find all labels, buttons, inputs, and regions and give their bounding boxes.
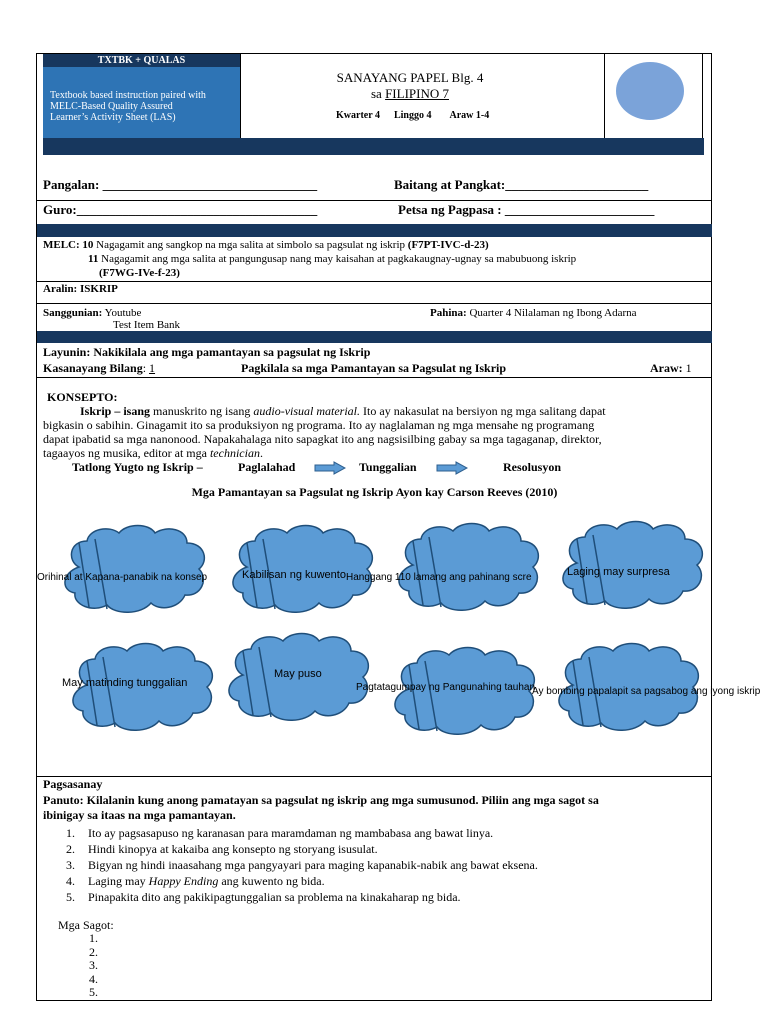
list-item: 4. Laging may Happy Ending ang kuwento ng bida. — [66, 874, 325, 888]
logo-circle — [616, 62, 684, 120]
kasanayan-title: Pagkilala sa mga Pamantayan sa Pagsulat ng Iskrip — [241, 361, 507, 375]
sagot-label: Mga Sagot: — [58, 918, 114, 932]
konsepto-paragraph: Iskrip – isang manuskrito ng isang audio-visual material. Ito ay nakasulat na bersiyon ng mga salitang dapat bigkasin o sabihin. Ginagamit ito sa produksiyon ng programa. Ito ay naglalaman ng mga mensahe ng programang dapat ipabatid sa mga nanonood. Napakahalaga nito sapagkat ito ang nagsisilbing gabay sa mga tagaganap, direktor, tagaayos ng musika, editor at mga technician. — [43, 404, 606, 460]
panuto-line-2: ibinigay sa itaas na mga pamantayan. — [43, 808, 236, 822]
right-arrow-icon — [314, 461, 346, 475]
yugto-3: Resolusyon — [503, 460, 562, 474]
list-item: 2. Hindi kinopya at kakaiba ang konsepto ng storyang isusulat. — [66, 842, 378, 856]
pangalan-field[interactable]: Pangalan: _________________________________ — [43, 177, 318, 192]
pagsasanay-heading: Pagsasanay — [43, 777, 103, 791]
yugto-2: Tunggalian — [359, 460, 417, 474]
pamantayan-title: Mga Pamantayan sa Pagsulat ng Iskrip Ayon kay Carson Reeves (2010) — [191, 485, 558, 499]
cloud-shape — [65, 526, 204, 613]
answer-slot[interactable]: 5. — [89, 985, 98, 999]
cloud-label: May puso — [274, 668, 322, 680]
header-bar — [43, 138, 704, 155]
answer-slot[interactable]: 3. — [89, 958, 98, 972]
header-meta: Kwarter 4 Linggo 4 Araw 1-4 — [336, 110, 490, 121]
list-item: 5. Pinapakita dito ang pakikipagtunggalian sa problema na kinakaharap ng bida. — [66, 890, 461, 904]
cloud-label: Pagtatagumpay ng Pangunahing tauhan — [356, 682, 536, 693]
info-bar — [37, 224, 712, 237]
melc-line-1: MELC: 10 Nagagamit ang sangkop na mga salita at simbolo sa pagsulat ng iskrip (F7PT-IVC-d-23) — [43, 239, 489, 251]
list-item: 1. Ito ay pagsasapuso ng karanasan para maramdaman ng mambabasa ang bawat linya. — [66, 826, 494, 840]
sanggunian: Sanggunian: Youtube — [43, 307, 142, 319]
cloud-label: Hanggang 110 lamang ang pahinang scre — [346, 572, 532, 583]
petsa-field[interactable]: Petsa ng Pagpasa : _______________________ — [398, 202, 655, 217]
baitang-field[interactable]: Baitang at Pangkat:______________________ — [394, 177, 649, 192]
sanggunian-bar — [37, 331, 712, 343]
cloud-label: May matinding tunggalian — [62, 677, 188, 689]
page-title: SANAYANG PAPEL Blg. 4 — [336, 70, 484, 85]
cloud-label: Laging may surpresa — [567, 566, 670, 578]
cloud-label: Orihinal at Kapana-panabik na konsep — [37, 572, 208, 583]
list-item: 3. Bigyan ng hindi inaasahang mga pangyayari para maging kapanabik-nabik ang bawat eksena. — [66, 858, 538, 872]
aralin: Aralin: ISKRIP — [43, 283, 118, 295]
melc-line-2: 11 Nagagamit ang mga salita at pangungusap nang may kaisahan at pagkakaugnay-ugnay sa mabubuong iskrip — [88, 253, 577, 265]
right-arrow-icon — [436, 461, 468, 475]
cloud-label: Kabilisan ng kuwento — [242, 569, 346, 581]
cloud-shape — [563, 522, 702, 609]
sanggunian-2: Test Item Bank — [113, 319, 181, 331]
brand-description: Textbook based instruction paired with MELC-Based Quality Assured Learner’s Activity Sheet (LAS) — [50, 90, 206, 123]
pahina: Pahina: Quarter 4 Nilalaman ng Ibong Adarna — [430, 307, 637, 319]
kasanayan: Kasanayang Bilang: 1 — [43, 361, 156, 375]
panuto-line-1: Panuto: Kilalanin kung anong pamatayan sa pagsulat ng iskrip ang mga sumusunod. Piliin ang mga sagot sa — [43, 793, 599, 807]
page-subtitle: sa FILIPINO 7 — [370, 86, 449, 101]
answer-slot[interactable]: 4. — [89, 971, 98, 986]
melc-line-3: (F7WG-IVe-f-23) — [99, 267, 180, 279]
kasanayan-araw: Araw: 1 — [650, 361, 692, 375]
yugto-1: Paglalahad — [238, 460, 296, 474]
pagsasanay-list — [66, 825, 538, 905]
pamantayan-clouds — [37, 505, 712, 770]
yugto-label: Tatlong Yugto ng Iskrip – — [72, 460, 203, 474]
answer-slot[interactable]: 1. — [89, 931, 98, 945]
sagot-list — [89, 932, 98, 1000]
answer-slot[interactable]: 2. — [89, 944, 98, 959]
guro-field[interactable]: Guro:_____________________________________ — [43, 202, 318, 217]
cloud-label: Ay bombing papalapit sa pagsabog ang iyong iskrip — [532, 686, 761, 697]
brand-top-label: TXTBK + QUALAS — [97, 55, 186, 66]
konsepto-heading: KONSEPTO: — [47, 390, 118, 404]
cloud-shape — [399, 524, 538, 611]
layunin: Layunin: Nakikilala ang mga pamantayan sa pagsulat ng Iskrip — [43, 345, 371, 359]
